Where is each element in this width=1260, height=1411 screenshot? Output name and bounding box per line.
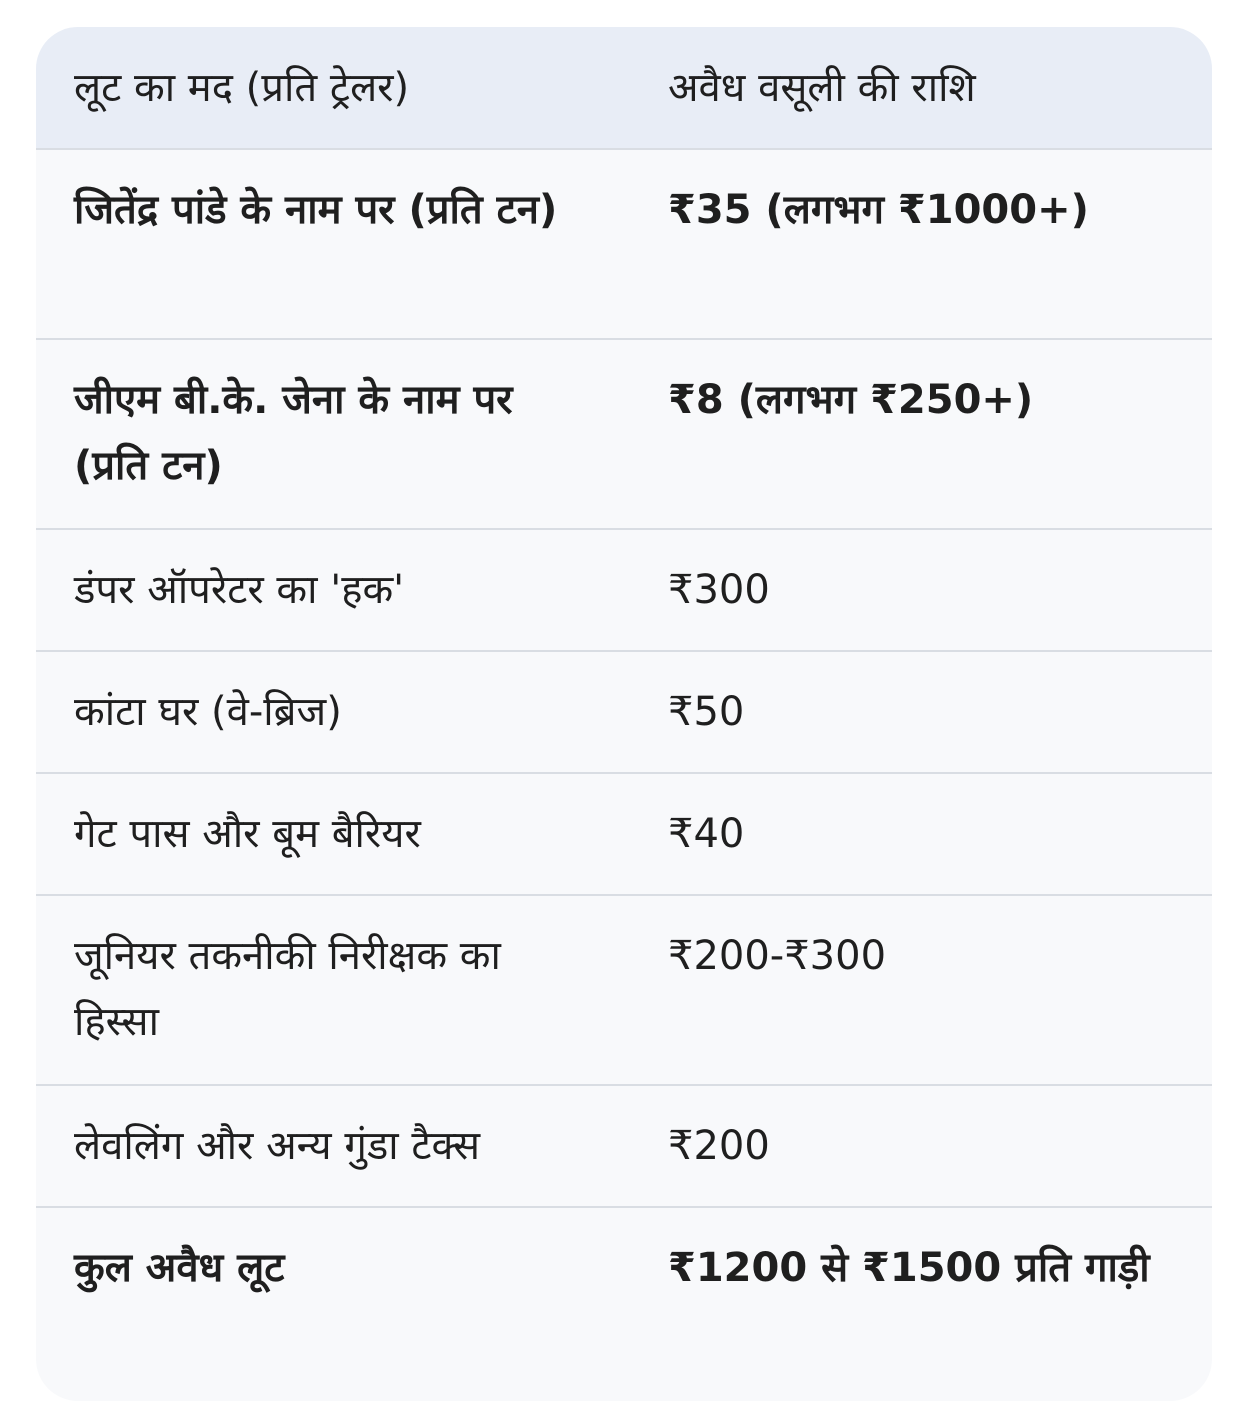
- row-amount: ₹35 (लगभग ₹1000+): [668, 187, 1089, 233]
- row-item: जीएम बी.के. जेना के नाम पर (प्रति टन): [74, 377, 513, 489]
- table-row: [36, 650, 1212, 772]
- row-item: कांटा घर (वे-ब्रिज): [74, 689, 342, 735]
- table-header: [36, 27, 1212, 148]
- table-row: [36, 772, 1212, 894]
- table-row: [36, 148, 1212, 338]
- row-item: डंपर ऑपरेटर का 'हक': [74, 567, 405, 613]
- row-amount: ₹200: [668, 1123, 770, 1169]
- total-label: कुल अवैध लूट: [74, 1245, 285, 1291]
- table-row: [36, 528, 1212, 650]
- row-item: लेवलिंग और अन्य गुंडा टैक्स: [74, 1123, 481, 1169]
- row-amount: ₹40: [668, 811, 745, 857]
- row-item: जूनियर तकनीकी निरीक्षक का हिस्सा: [74, 933, 501, 1045]
- total-amount: ₹1200 से ₹1500 प्रति गाड़ी: [668, 1245, 1150, 1291]
- row-amount: ₹50: [668, 689, 745, 735]
- table-row-total: [36, 1206, 1212, 1398]
- row-amount: ₹8 (लगभग ₹250+): [668, 377, 1034, 423]
- header-item: लूट का मद (प्रति ट्रेलर): [74, 64, 410, 111]
- row-amount: ₹300: [668, 567, 770, 613]
- row-amount: ₹200-₹300: [668, 933, 887, 979]
- table-row: [36, 894, 1212, 1084]
- table-row: [36, 1084, 1212, 1206]
- table-row: [36, 338, 1212, 528]
- extortion-table: [36, 27, 1212, 1401]
- header-amount: अवैध वसूली की राशि: [668, 64, 976, 111]
- row-item: जितेंद्र पांडे के नाम पर (प्रति टन): [74, 187, 558, 233]
- row-item: गेट पास और बूम बैरियर: [74, 811, 421, 857]
